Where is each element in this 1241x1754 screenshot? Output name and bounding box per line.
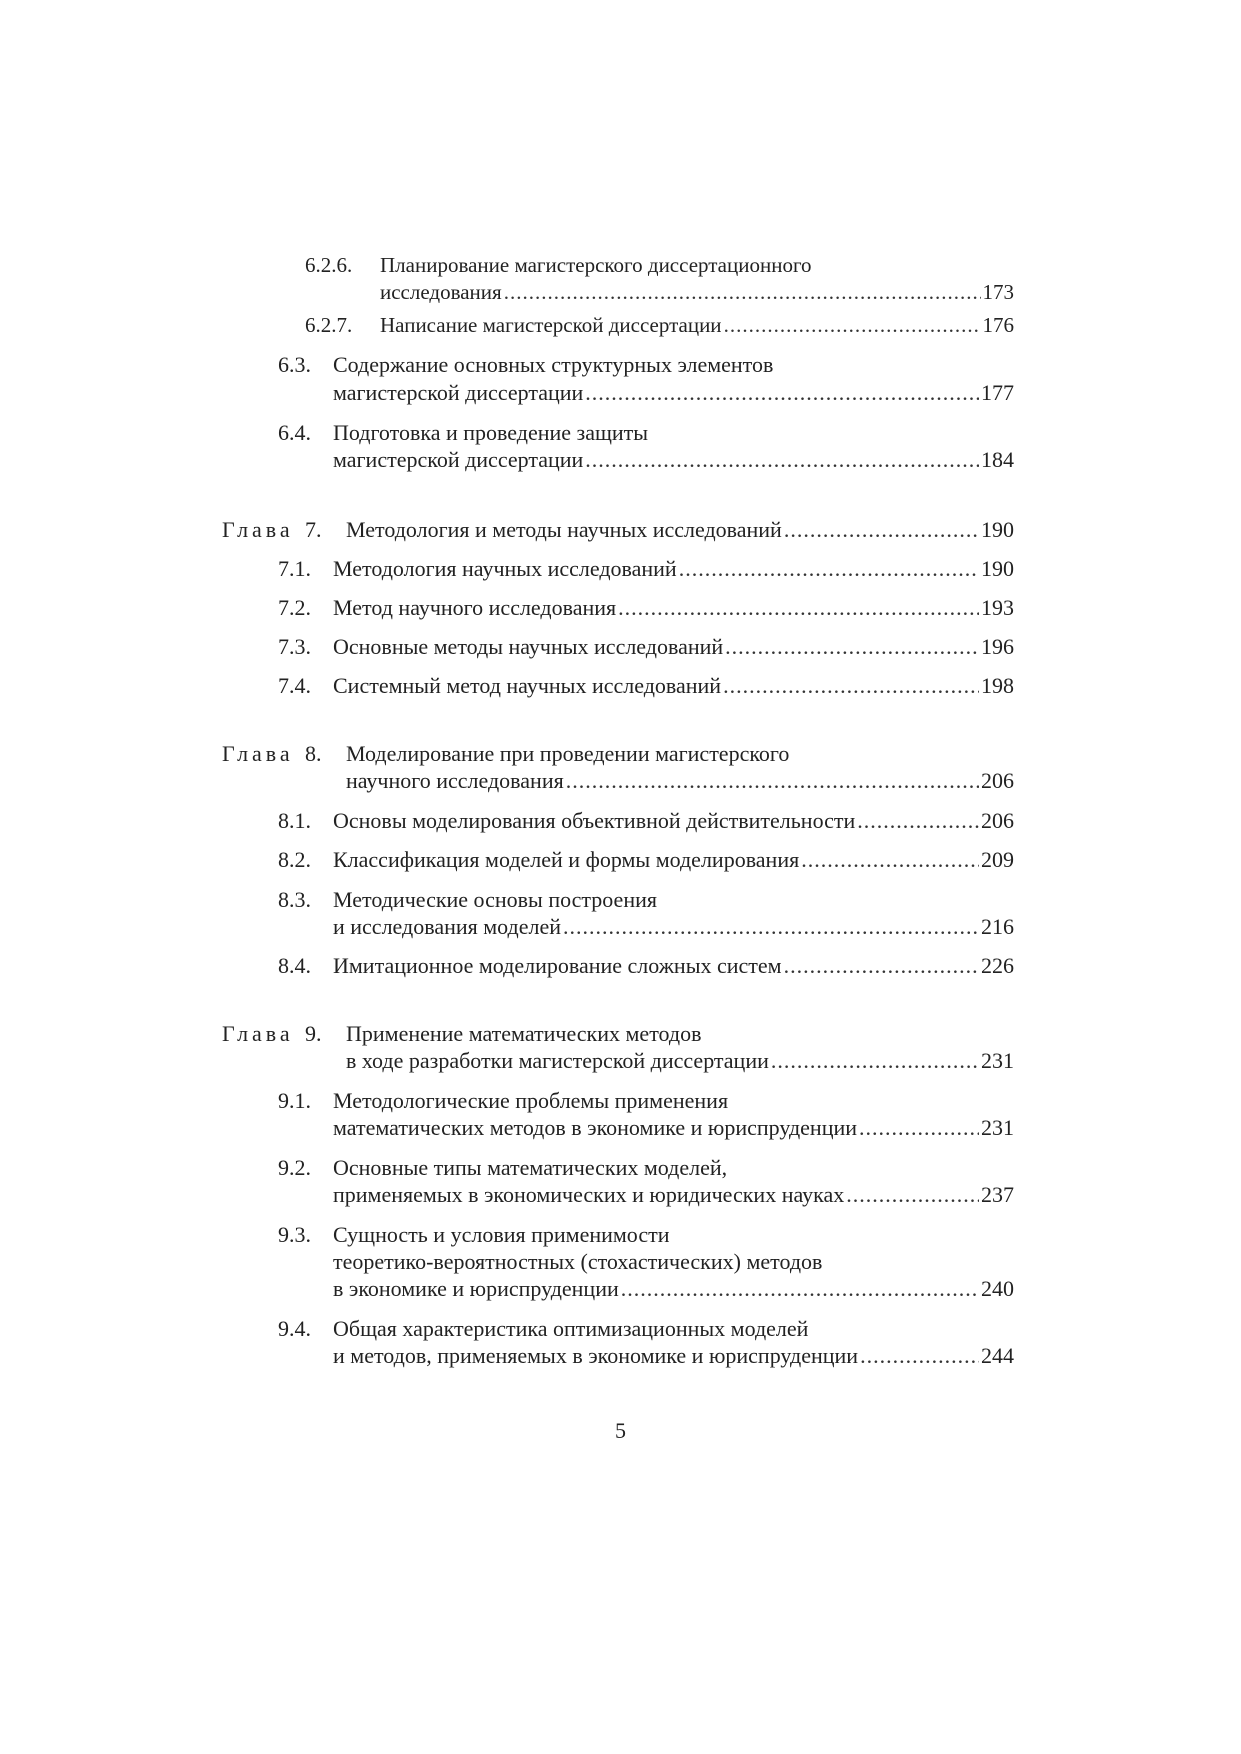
toc-entry-page: 193: [981, 595, 1014, 620]
toc-entry-title: Основные типы математических моделей,: [333, 1155, 728, 1180]
toc-entry-leader: [346, 517, 1014, 543]
toc-entry-leader: [333, 1115, 1014, 1141]
toc-entry-page: 244: [981, 1343, 1014, 1368]
dot-leader: [771, 1048, 979, 1074]
chapter-number: 9.: [305, 1021, 322, 1046]
toc-entry-number: 7.4.: [278, 673, 311, 698]
dot-leader: [725, 634, 979, 660]
page-number: 5: [615, 1418, 626, 1443]
toc-entry-leader: [333, 1276, 1014, 1302]
toc-entry-title: Методические основы построения: [333, 887, 657, 912]
toc-entry-title-cont: магистерской диссертации: [333, 380, 584, 405]
chapter-title: Применение математических методов: [346, 1021, 702, 1046]
chapter-title-cont: научного исследования: [346, 768, 564, 793]
toc-entry-title: Системный метод научных исследований: [333, 673, 722, 698]
toc-entry-number: 8.3.: [278, 887, 311, 912]
toc-entry-number: 9.4.: [278, 1316, 311, 1341]
toc-entry-page: 177: [981, 380, 1014, 405]
toc-entry-leader: [346, 1048, 1014, 1074]
dot-leader: [859, 1115, 979, 1141]
toc-entry-page: 206: [981, 768, 1014, 793]
dot-leader: [857, 808, 979, 834]
toc-entry-title-cont: применяемых в экономических и юридических науках: [333, 1182, 845, 1207]
dot-leader: [846, 1182, 979, 1208]
toc-entry-leader: [333, 953, 1014, 979]
toc-entry-title: Методология научных исследований: [333, 556, 677, 581]
chapter-label: Глава: [222, 741, 294, 766]
toc-entry-leader: [380, 313, 1014, 338]
toc-entry-page: 190: [981, 517, 1014, 542]
chapter-number: 7.: [305, 517, 322, 542]
toc-entry-page: 206: [981, 808, 1014, 833]
toc-entry-title: Основные методы научных исследований: [333, 634, 724, 659]
dot-leader: [723, 673, 979, 699]
toc-entry-number: 9.3.: [278, 1222, 311, 1247]
toc-entry-page: 226: [981, 953, 1014, 978]
toc-entry-leader: [333, 1343, 1014, 1369]
toc-entry-leader: [333, 447, 1014, 473]
toc-entry-title-cont: и исследования моделей: [333, 914, 562, 939]
toc-entry-leader: [333, 847, 1014, 873]
toc-entry-page: 231: [981, 1115, 1014, 1140]
toc-entry-page: 237: [981, 1182, 1014, 1207]
chapter-title-cont: в ходе разработки магистерской диссертации: [346, 1048, 769, 1073]
toc-entry-number: 8.2.: [278, 847, 311, 872]
dot-leader: [585, 380, 979, 406]
toc-entry-page: 198: [981, 673, 1014, 698]
dot-leader: [585, 447, 979, 473]
chapter-label: Глава: [222, 517, 294, 542]
toc-entry-number: 7.3.: [278, 634, 311, 659]
dot-leader: [618, 595, 979, 621]
dot-leader: [621, 1276, 979, 1302]
toc-entry-title: Методологические проблемы применения: [333, 1088, 729, 1113]
chapter-title: Моделирование при проведении магистерского: [346, 741, 790, 766]
toc-entry-page: 216: [981, 914, 1014, 939]
toc-entry-leader: [380, 280, 1014, 305]
toc-entry-number: 6.2.6.: [305, 253, 353, 277]
toc-entry-title: Имитационное моделирование сложных систем: [333, 953, 782, 978]
dot-leader: [860, 1343, 979, 1369]
toc-entry-number: 9.1.: [278, 1088, 311, 1113]
toc-entry-number: 7.1.: [278, 556, 311, 581]
dot-leader: [784, 517, 979, 543]
toc-entry-leader: [333, 556, 1014, 582]
toc-entry-page: 231: [981, 1048, 1014, 1073]
toc-entry-leader: [333, 634, 1014, 660]
toc-entry-page: 176: [982, 313, 1014, 337]
toc-entry-leader: [333, 380, 1014, 406]
toc-entry-leader: [333, 808, 1014, 834]
dot-leader: [563, 914, 979, 940]
toc-entry-page: 209: [981, 847, 1014, 872]
toc-entry-page: 184: [981, 447, 1014, 472]
toc-entry-page: 196: [981, 634, 1014, 659]
toc-entry-number: 6.2.7.: [305, 313, 353, 337]
toc-entry-number: 6.4.: [278, 420, 311, 445]
toc-entry-title: Классификация моделей и формы моделирования: [333, 847, 800, 872]
toc-entry-page: 173: [982, 280, 1014, 304]
toc-entry-title-cont: и методов, применяемых в экономике и юриспруденции: [333, 1343, 859, 1368]
toc-entry-title: Подготовка и проведение защиты: [333, 420, 649, 445]
toc-entry-title: Сущность и условия применимости: [333, 1222, 670, 1247]
toc-entry-title-cont: в экономике и юриспруденции: [333, 1276, 619, 1301]
toc-entry-number: 9.2.: [278, 1155, 311, 1180]
toc-entry-leader: [333, 1182, 1014, 1208]
dot-leader: [504, 280, 981, 305]
dot-leader: [784, 953, 979, 979]
toc-entry-title: Написание магистерской диссертации: [380, 313, 722, 337]
toc-entry-page: 240: [981, 1276, 1014, 1301]
dot-leader: [724, 313, 981, 338]
toc-entry-page: 190: [981, 556, 1014, 581]
dot-leader: [801, 847, 979, 873]
toc-entry-title: Планирование магистерского диссертационного: [380, 253, 812, 277]
toc-entry-title: Содержание основных структурных элементов: [333, 352, 774, 377]
toc-entry-leader: [333, 595, 1014, 621]
toc-entry-number: 7.2.: [278, 595, 311, 620]
chapter-number: 8.: [305, 741, 322, 766]
toc-entry-title: Основы моделирования объективной действительности: [333, 808, 856, 833]
dot-leader: [566, 768, 979, 794]
toc-entry-title-cont: теоретико-вероятностных (стохастических) методов: [333, 1249, 823, 1274]
toc-entry-number: 6.3.: [278, 352, 311, 377]
dot-leader: [679, 556, 979, 582]
toc-entry-leader: [333, 673, 1014, 699]
toc-entry-leader: [333, 914, 1014, 940]
toc-entry-leader: [346, 768, 1014, 794]
chapter-label: Глава: [222, 1021, 294, 1046]
toc-entry-title-cont: магистерской диссертации: [333, 447, 584, 472]
toc-entry-title-cont: математических методов в экономике и юриспруденции: [333, 1115, 858, 1140]
toc-entry-title: Метод научного исследования: [333, 595, 617, 620]
toc-entry-title: Общая характеристика оптимизационных моделей: [333, 1316, 809, 1341]
toc-entry-number: 8.4.: [278, 953, 311, 978]
toc-entry-title-cont: исследования: [380, 280, 502, 304]
toc-entry-number: 8.1.: [278, 808, 311, 833]
chapter-title: Методология и методы научных исследований: [346, 517, 782, 542]
